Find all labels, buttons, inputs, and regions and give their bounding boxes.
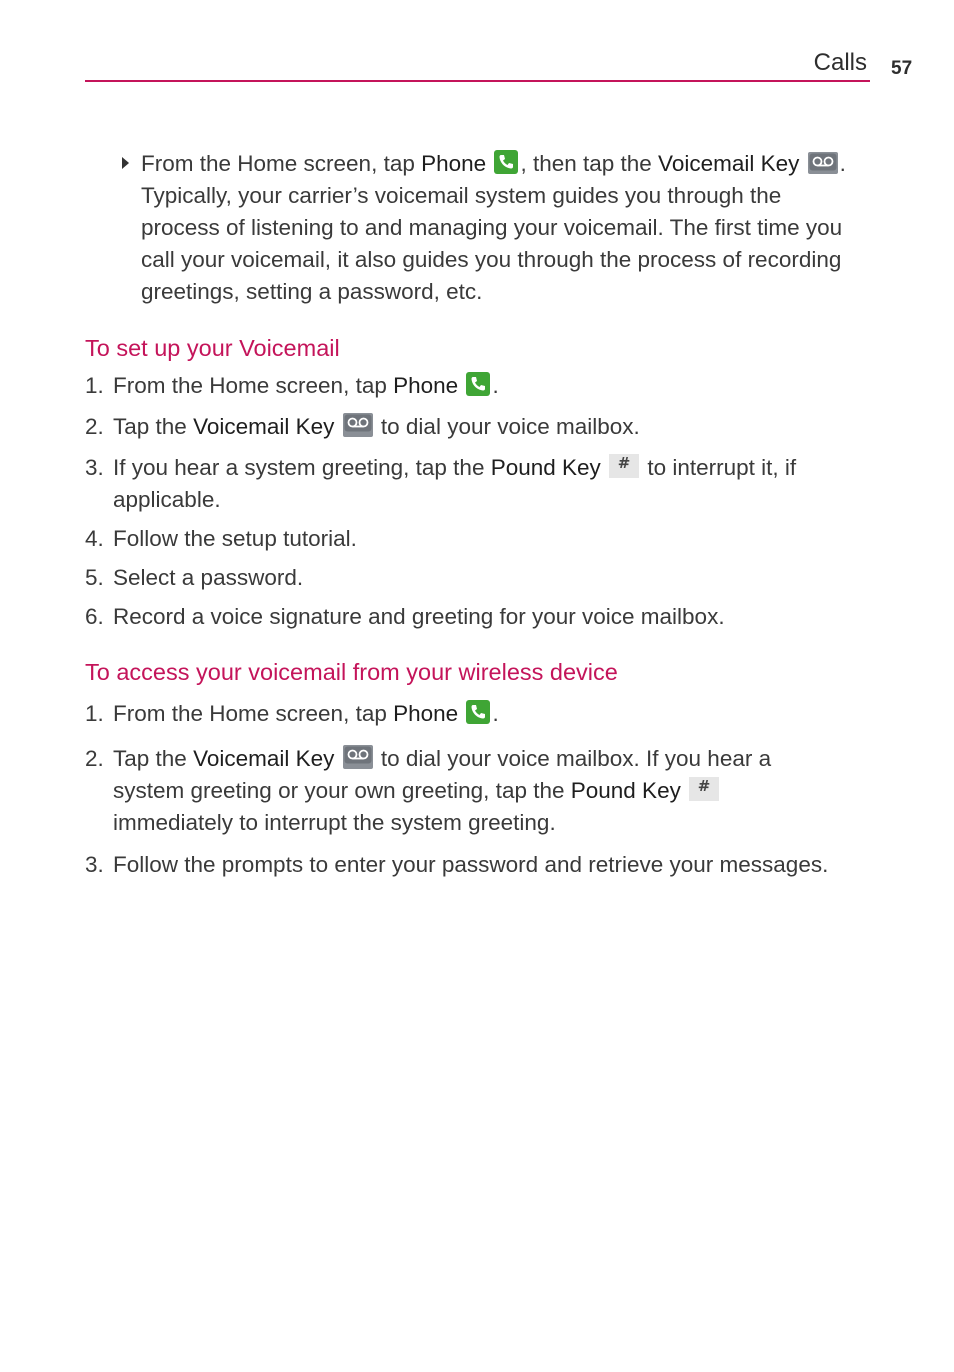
phone-icon [466,700,490,724]
section-title: Calls [813,49,867,76]
setup-heading: To set up your Voicemail [85,335,340,361]
voicemail-icon [343,745,373,769]
access-step-2: 2. Tap the Voicemail Key to dial your voice mailbox. If you hear a system greeting or your own greeting, tap the Pound Key # immediately to interrupt the system greeting. [85,746,772,835]
setup-step-5: 5. Select a password. [85,565,304,590]
keyword-phone: Phone [421,151,487,176]
pound-key-icon [689,777,719,801]
setup-step-6: 6. Record a voice signature and greeting for your voice mailbox. [85,604,725,629]
access-step-1: 1. From the Home screen, tap Phone . [85,701,499,726]
voicemail-icon [343,413,373,437]
voicemail-icon [808,152,838,174]
setup-step-3: 3. If you hear a system greeting, tap the Pound Key # to interrupt it, if applicable. [85,454,797,512]
page-number: 57 [891,58,913,79]
access-heading: To access your voicemail from your wireless device [85,659,618,685]
svg-text:#: # [617,454,631,472]
phone-icon [466,372,490,396]
setup-step-2: 2. Tap the Voicemail Key to dial your voice mailbox. [85,414,640,439]
access-step-3: 3. Follow the prompts to enter your password and retrieve your messages. [85,852,829,877]
pound-key-icon [609,454,639,478]
intro-paragraph: From the Home screen, tap Phone , then tap the Voicemail Key . Typically, your carrier’s voicemail system guides you through the process of listening to and managing your voicemail. The first time you call your voicemail, it also guides you through the process of recording greetings, setting a password, etc. [141,151,846,304]
header-divider [85,80,870,82]
setup-step-4: 4. Follow the setup tutorial. [85,526,357,551]
setup-step-1: 1. From the Home screen, tap Phone . [85,373,499,398]
keyword-voicemail-key: Voicemail Key [658,151,800,176]
svg-text:#: # [697,777,711,795]
phone-icon [494,150,518,174]
bullet-arrow-icon [122,157,129,169]
